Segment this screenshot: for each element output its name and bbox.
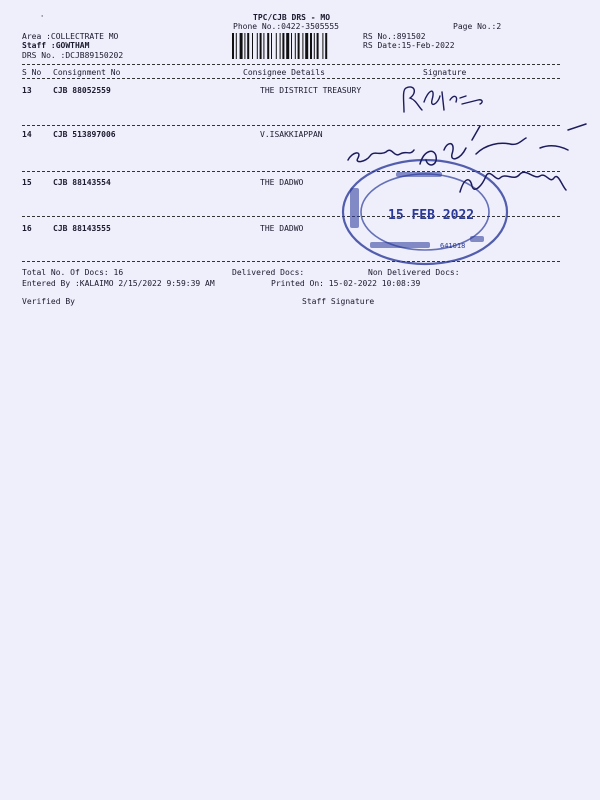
barcode-bar: [286, 33, 289, 59]
column-header-signature: Signature: [423, 68, 467, 77]
entered-by: Entered By :KALAIMO 2/15/2022 9:59:39 AM: [22, 279, 215, 288]
rs-date: RS Date:15-Feb-2022: [363, 41, 455, 50]
table-row-consignee: THE DADWO: [260, 224, 304, 233]
barcode-bar: [280, 33, 281, 59]
staff-signature: Staff Signature: [302, 297, 375, 306]
drs-number: DRS No. :DCJB89150202: [22, 51, 124, 60]
barcode-bar: [267, 33, 269, 59]
signature-scribble: [340, 120, 590, 200]
delivered-docs: Delivered Docs:: [232, 268, 305, 277]
page-title: TPC/CJB DRS - MO: [253, 13, 331, 22]
table-row-consignee: V.ISAKKIAPPAN: [260, 130, 323, 139]
table-row-consignee: THE DISTRICT TREASURY: [260, 86, 362, 95]
column-header-consignee: Consignee Details: [243, 68, 325, 77]
divider: [22, 64, 560, 65]
divider: [22, 78, 560, 79]
barcode-bar: [314, 33, 315, 59]
signature-scribble: [392, 82, 492, 116]
phone-number: Phone No.:0422-3505555: [233, 22, 339, 31]
table-row-sno: 14: [22, 130, 32, 139]
table-row-sno: 15: [22, 178, 32, 187]
barcode-bar: [310, 33, 312, 59]
staff-label: Staff :GOWTHAM: [22, 41, 90, 50]
printed-on: Printed On: 15-02-2022 10:08:39: [271, 279, 421, 288]
corner-mark: ': [40, 14, 45, 22]
table-row-consignment: CJB 88143554: [53, 178, 111, 187]
barcode-bar: [232, 33, 234, 59]
barcode-bar: [298, 33, 300, 59]
barcode-bar: [317, 33, 319, 59]
barcode-bar: [302, 33, 303, 59]
barcode-bar: [322, 33, 323, 59]
barcode-bar: [247, 33, 249, 59]
barcode-bar: [263, 33, 264, 59]
barcode-bar: [240, 33, 243, 59]
barcode-bar: [260, 33, 262, 59]
table-row-consignment: CJB 88143555: [53, 224, 111, 233]
barcode-bar: [305, 33, 308, 59]
barcode-bar: [271, 33, 272, 59]
column-header-consignment: Consignment No: [53, 68, 121, 77]
barcode: [232, 33, 356, 59]
verified-by: Verified By: [22, 297, 75, 306]
table-row-consignment: CJB 88052559: [53, 86, 111, 95]
table-row-consignment: CJB 513897006: [53, 130, 116, 139]
total-docs: Total No. Of Docs: 16: [22, 268, 124, 277]
non-delivered-docs: Non Delivered Docs:: [368, 268, 460, 277]
barcode-bar: [295, 33, 296, 59]
area-label: Area :COLLECTRATE MO: [22, 32, 119, 41]
column-header-sno: S No: [22, 68, 42, 77]
barcode-bar: [257, 33, 258, 59]
barcode-bar: [244, 33, 245, 59]
stamp-pin: 641018: [440, 242, 466, 250]
table-row-sno: 16: [22, 224, 32, 233]
table-row-sno: 13: [22, 86, 32, 95]
rs-number: RS No.:891502: [363, 32, 426, 41]
barcode-bar: [252, 33, 253, 59]
stamp-date: 15 FEB 2022: [388, 208, 475, 223]
page-number: Page No.:2: [453, 22, 502, 31]
barcode-bar: [276, 33, 277, 59]
table-row-consignee: THE DADWO: [260, 178, 304, 187]
barcode-bar: [291, 33, 292, 59]
barcode-bar: [282, 33, 284, 59]
barcode-bar: [325, 33, 327, 59]
barcode-bar: [236, 33, 237, 59]
